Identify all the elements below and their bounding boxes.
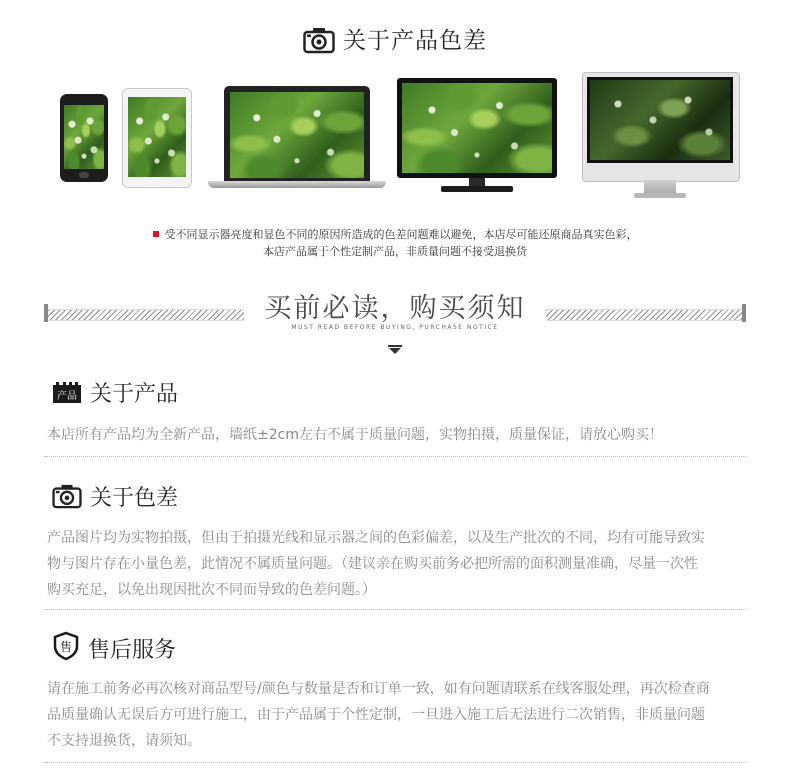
divider: [44, 456, 746, 457]
svg-text:产品: 产品: [57, 391, 77, 402]
divider: [44, 609, 746, 610]
sale-shield-icon: [52, 631, 80, 667]
section-title-text: 售后服务: [88, 638, 177, 663]
section-about-product-title: [52, 377, 178, 411]
down-arrow-icon: [388, 340, 402, 359]
section-line: 请在施工前务必再次核对商品型号/颜色与数量是否和订单一致，如有问题请联系在线客服处理，再次检查商: [47, 681, 710, 697]
camera-icon: [303, 26, 335, 60]
section-about-product-text: [47, 422, 759, 448]
section-title-text: 关于产品: [90, 382, 179, 407]
section-color-difference-title: [52, 481, 178, 515]
notice-line-1: 受不同显示器亮度和显色不同的原因所造成的色差问题难以避免，本店尽可能还原商品真实色彩，: [164, 228, 638, 241]
device-imac: [582, 72, 738, 202]
notice-line-2: 本店产品属于个性定制产品，非质量问题不接受退换货: [263, 245, 527, 258]
section-line: 品质量确认无误后方可进行施工，由于产品属于个性定制，一旦进入施工后无法进行二次销售，非质量问题: [47, 707, 705, 723]
svg-text:售: 售: [59, 640, 73, 654]
section-line: 物与图片存在小量色差，此情况不属质量问题。（建议亲在购买前务必把所需的面积测量准确，尽量一次性: [47, 556, 698, 572]
header-title-text: 关于产品色差: [343, 28, 487, 54]
device-phone: [60, 94, 108, 182]
page-title: [0, 22, 790, 60]
banner-title: 买前必读，购买须知: [264, 293, 526, 324]
banner-subtitle: MUST READ BEFORE BUYING, PURCHASE NOTICE: [291, 324, 499, 331]
section-color-difference-text: [47, 525, 759, 603]
camera-icon: [52, 483, 82, 515]
section-line: 本店所有产品均为全新产品，墙纸±2cm左右不属于质量问题，实物拍摄，质量保证，请放心购买！: [47, 427, 663, 443]
section-after-sales-title: [52, 631, 176, 667]
section-title-text: 关于色差: [90, 486, 179, 511]
section-after-sales-text: [47, 676, 759, 754]
device-laptop: [208, 86, 386, 190]
divider: [44, 762, 746, 763]
product-label-icon: [52, 381, 82, 411]
device-tablet: [122, 88, 192, 188]
notice-bullet: [153, 231, 159, 237]
device-monitor: [397, 78, 557, 196]
section-line: 产品图片均为实物拍摄，但由于拍摄光线和显示器之间的色彩偏差，以及生产批次的不同，均有可能导致实: [47, 530, 705, 546]
section-line: 不支持退换货，请须知。: [47, 733, 201, 749]
color-difference-notice: [0, 226, 790, 260]
section-line: 购买充足，以免出现因批次不同而导致的色差问题。）: [47, 582, 376, 598]
